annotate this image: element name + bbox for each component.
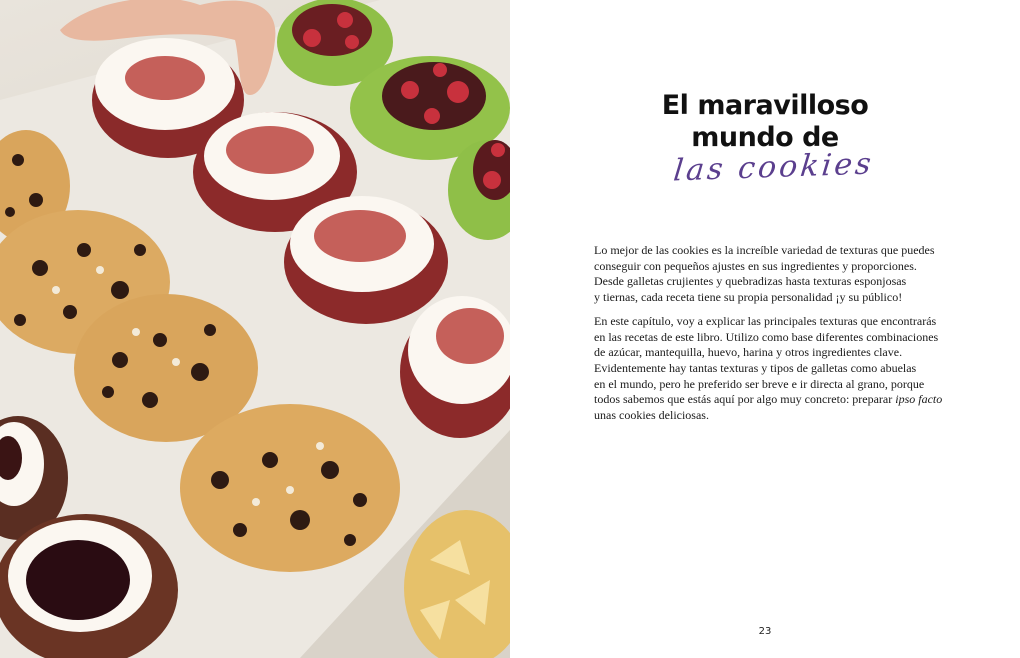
text-line: unas cookies deliciosas. bbox=[594, 408, 709, 423]
text-line-start: todos sabemos que estás aquí por algo muy concreto: preparar bbox=[594, 392, 893, 407]
paragraph-1 bbox=[594, 243, 946, 306]
text-line: Lo mejor de las cookies es la increíble variedad de texturas que puedes bbox=[594, 243, 935, 257]
italic-phrase: ipso facto bbox=[895, 392, 943, 407]
text-line: En este capítulo, voy a explicar las principales texturas que encontrarás bbox=[594, 313, 937, 328]
text-line: y tiernas, cada receta tiene su propia personalidad ¡y su público! bbox=[594, 290, 903, 305]
text-line: Desde galletas crujientes y quebradizas hasta texturas esponjosas bbox=[594, 274, 907, 289]
paragraph-2 bbox=[594, 314, 946, 424]
text-line: conseguir con pequeños ajustes en sus ingredientes y proporciones. bbox=[594, 258, 917, 273]
text-page bbox=[510, 0, 1020, 658]
text-line bbox=[594, 392, 946, 408]
title-line-1: El maravilloso bbox=[661, 90, 869, 121]
title-script: las cookies bbox=[671, 146, 876, 189]
choc-chip-cookie-4 bbox=[180, 404, 400, 572]
body-text bbox=[594, 243, 946, 432]
text-line: de azúcar, mantequilla, huevo, harina y otros ingredientes clave. bbox=[594, 345, 903, 360]
page-number: 23 bbox=[758, 626, 772, 637]
text-line: Evidentemente hay tantas texturas y tipos de galletas como abuelas bbox=[594, 360, 917, 375]
chapter-title bbox=[510, 90, 1020, 154]
text-line: en el mundo, pero he preferido ser breve e ir directa al grano, porque bbox=[594, 376, 925, 391]
title-line-2: mundo de bbox=[691, 122, 839, 153]
text-line: en las recetas de este libro. Utilizo como base diferentes combinaciones bbox=[594, 329, 939, 344]
